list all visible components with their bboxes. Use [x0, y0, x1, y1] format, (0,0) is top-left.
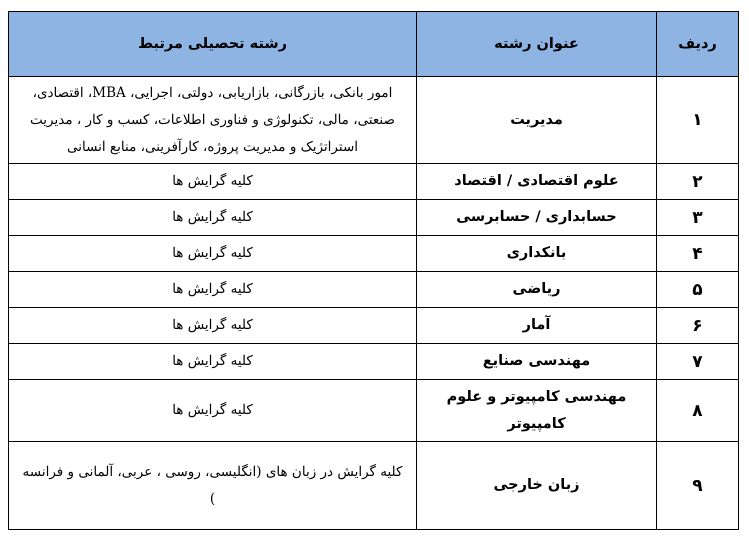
- field-title: مهندسی کامپیوتر و علوم کامپیوتر: [417, 380, 657, 442]
- field-title: مهندسی صنایع: [417, 344, 657, 380]
- related-fields: کلیه گرایش در زبان های (انگلیسی، روسی ، عربی، آلمانی و فرانسه ): [9, 442, 417, 530]
- row-number: ۱: [657, 77, 739, 164]
- row-number: ۵: [657, 272, 739, 308]
- table-row: [9, 344, 739, 380]
- related-fields: کلیه گرایش ها: [9, 344, 417, 380]
- field-title: علوم اقتصادی / اقتصاد: [417, 164, 657, 200]
- field-title: آمار: [417, 308, 657, 344]
- related-fields: کلیه گرایش ها: [9, 272, 417, 308]
- table-row: [9, 442, 739, 530]
- table-row: [9, 77, 739, 164]
- row-number: ۸: [657, 380, 739, 442]
- header-related-fields: رشته تحصیلی مرتبط: [9, 12, 417, 77]
- row-number: ۲: [657, 164, 739, 200]
- field-title: بانکداری: [417, 236, 657, 272]
- related-fields: امور بانکی، بازرگانی، بازاریابی، دولتی، اجرایی، MBA، اقتصادی، صنعتی، مالی، تکنولوژی و فناوری اطلاعات، کسب و کار ، مدیریت استراتژیک و مدیریت پروژه، کارآفرینی، منابع انسانی: [9, 77, 417, 164]
- majors-table: [8, 11, 739, 530]
- table-row: [9, 380, 739, 442]
- related-fields: کلیه گرایش ها: [9, 236, 417, 272]
- table-header-row: [9, 12, 739, 77]
- field-title: مدیریت: [417, 77, 657, 164]
- row-number: ۳: [657, 200, 739, 236]
- row-number: ۶: [657, 308, 739, 344]
- related-fields: کلیه گرایش ها: [9, 200, 417, 236]
- table-row: [9, 308, 739, 344]
- field-title: زبان خارجی: [417, 442, 657, 530]
- row-number: ۹: [657, 442, 739, 530]
- related-fields: کلیه گرایش ها: [9, 380, 417, 442]
- table-row: [9, 164, 739, 200]
- header-field-title: عنوان رشته: [417, 12, 657, 77]
- row-number: ۴: [657, 236, 739, 272]
- field-title: حسابداری / حسابرسی: [417, 200, 657, 236]
- header-row-number: ردیف: [657, 12, 739, 77]
- table-row: [9, 236, 739, 272]
- field-title: ریاضی: [417, 272, 657, 308]
- related-fields: کلیه گرایش ها: [9, 308, 417, 344]
- table-row: [9, 272, 739, 308]
- table-row: [9, 200, 739, 236]
- related-fields: کلیه گرایش ها: [9, 164, 417, 200]
- row-number: ۷: [657, 344, 739, 380]
